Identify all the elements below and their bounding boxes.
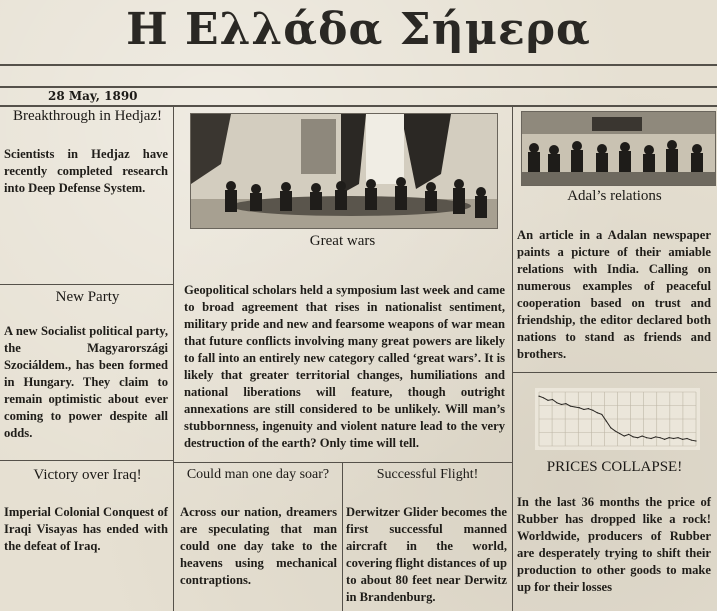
- price-data-point: [642, 435, 643, 436]
- price-data-point: [673, 438, 674, 439]
- article-soar-headline: Could man one day soar?: [186, 467, 330, 482]
- article-iraq-headline: Victory over Iraq!: [33, 467, 142, 483]
- article-iraq-body: Imperial Colonial Conquest of Iraqi Visayas has ended with the defeat of Iraq.: [4, 505, 168, 553]
- section-rule-left-1: [0, 284, 173, 285]
- parliament-photo: [521, 111, 716, 186]
- column-divider-left: [173, 107, 174, 611]
- price-data-point: [660, 437, 661, 438]
- price-data-point: [677, 437, 678, 438]
- price-data-point: [601, 414, 602, 415]
- price-data-point: [624, 435, 625, 436]
- price-data-point: [619, 433, 620, 434]
- article-hedjaz-headline: Breakthrough in Hedjaz!: [12, 108, 163, 124]
- masthead-rule-top: [0, 64, 717, 66]
- price-data-point: [588, 408, 589, 409]
- price-data-point: [646, 437, 647, 438]
- section-rule-right: [512, 372, 717, 373]
- price-data-point: [561, 404, 562, 405]
- price-data-point: [686, 438, 687, 439]
- price-data-point: [628, 434, 629, 435]
- parliament-illustration: [522, 112, 715, 185]
- newspaper-title: Η Ελλάδα Σήμερα: [126, 4, 591, 55]
- price-data-point: [637, 437, 638, 438]
- price-data-point: [691, 440, 692, 441]
- price-data-point: [538, 396, 539, 397]
- price-chart: [535, 388, 700, 450]
- price-data-point: [682, 439, 683, 440]
- article-prices-headline: PRICES COLLAPSE!: [546, 459, 683, 475]
- price-data-point: [592, 410, 593, 411]
- article-flight-headline: Successful Flight!: [376, 467, 479, 482]
- price-data-point: [579, 407, 580, 408]
- price-data-point: [606, 420, 607, 421]
- article-prices-body: In the last 36 months the price of Rubber has dropped like a rock! Worldwide, producers of Rubber are desperately trying to shift their production to other goods to make up for their losses: [517, 495, 711, 594]
- article-new-party-body: A new Socialist political party, the Magyarországi Szociáldem., has been formed in Hungary. They claim to remain optimistic about ever coming to power despite all odds.: [4, 324, 168, 440]
- section-rule-center: [173, 462, 512, 463]
- symposium-illustration: [191, 114, 497, 228]
- price-data-point: [547, 400, 548, 401]
- price-data-point: [655, 436, 656, 437]
- article-flight-body: Derwitzer Glider becomes the first successful manned aircraft in the world, covering flight distances of up to about 80 feet near Derwitz in Brandenburg.: [346, 505, 507, 604]
- issue-date: 28 May, 1890: [48, 89, 138, 103]
- price-data-point: [543, 397, 544, 398]
- price-data-point: [565, 403, 566, 404]
- price-data-point: [695, 440, 696, 441]
- price-data-point: [583, 409, 584, 410]
- article-great-wars-body: Geopolitical scholars held a symposium last week and came to broad agreement that rises in nationalist sentiment, military pride and new and fearsome weapons of war mean that future conflicts involving many great powers are likely to fall into an entirely new category called ‘great wars’. It is likely that greater territorial changes, humiliations and national liberations will feature, though outright annexations are still considered to be unlikely. Will man’s stubbornness, ingenuity and violent nature lead to the very destruction of the earth? Only time will tell.: [184, 283, 505, 450]
- price-data-point: [615, 430, 616, 431]
- price-data-point: [651, 438, 652, 439]
- price-data-point: [570, 406, 571, 407]
- column-divider-right: [512, 107, 513, 611]
- price-data-point: [597, 412, 598, 413]
- price-data-point: [610, 427, 611, 428]
- date-rule: [0, 105, 717, 107]
- price-data-point: [668, 437, 669, 438]
- article-hedjaz-body: Scientists in Hedjaz have recently completed research into Deep Defense System.: [4, 147, 168, 195]
- price-data-point: [633, 436, 634, 437]
- article-adal-headline: Adal’s relations: [567, 188, 662, 204]
- article-adal-body: An article in a Adalan newspaper paints a picture of their amiable relations with India. Calling on numerous examples of peaceful cooperation based on trust and friendship, the editor declared both nations to stand as friends and brothers.: [517, 228, 711, 361]
- symposium-photo: [190, 113, 498, 229]
- article-great-wars-headline: Great wars: [309, 233, 376, 249]
- section-rule-left-2: [0, 460, 173, 461]
- masthead-rule-bottom: [0, 86, 717, 88]
- article-new-party-headline: New Party: [55, 289, 120, 305]
- article-soar-body: Across our nation, dreamers are speculating that man could one day take to the heavens using mechanical contraptions.: [180, 505, 337, 587]
- price-data-point: [556, 402, 557, 403]
- price-chart-svg: [535, 388, 700, 450]
- price-data-point: [664, 439, 665, 440]
- column-divider-center-bottom: [342, 462, 343, 611]
- price-data-point: [552, 399, 553, 400]
- price-data-point: [574, 406, 575, 407]
